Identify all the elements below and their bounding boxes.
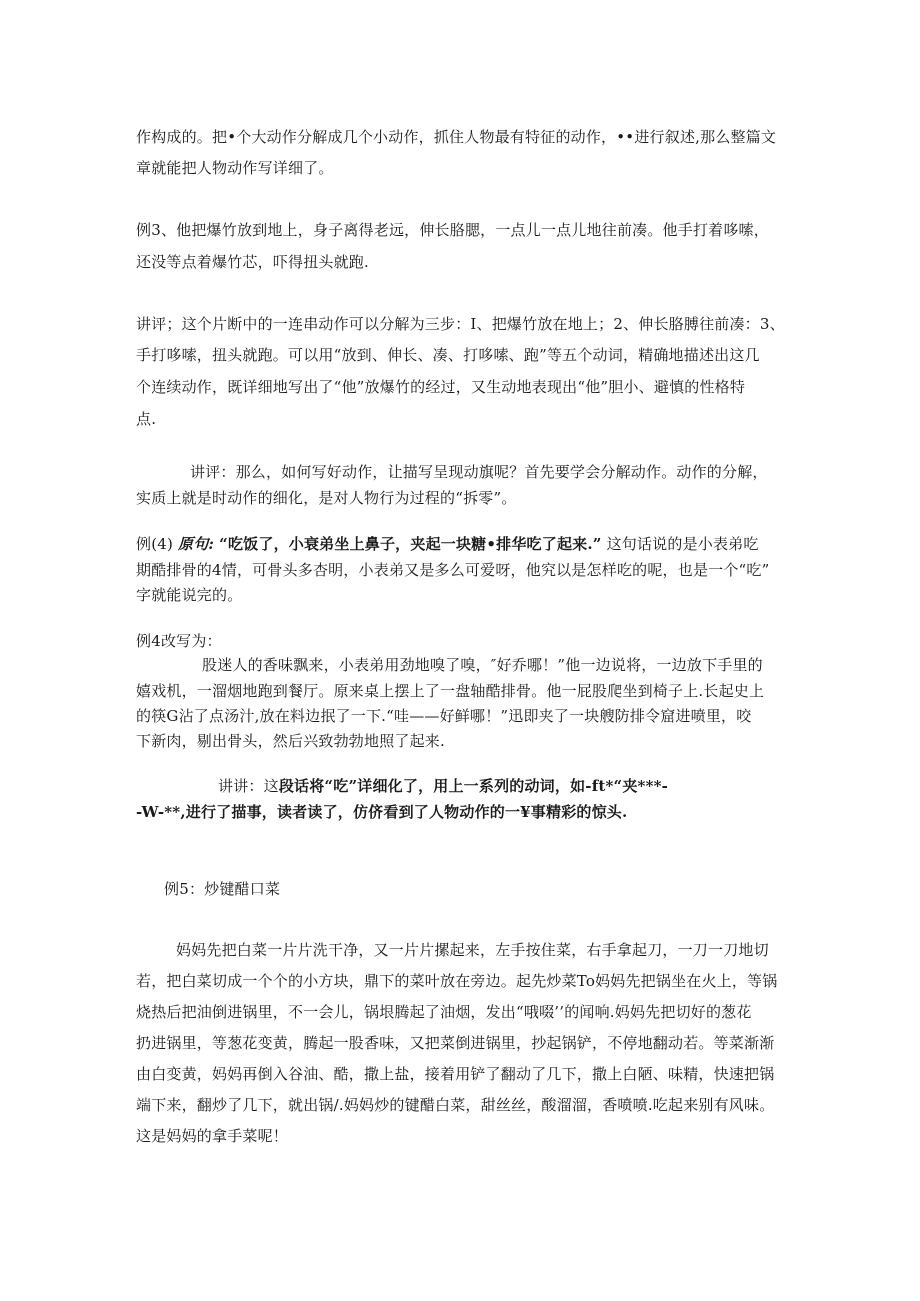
example4-rest: 这句话说的是小表弟吃 <box>606 535 759 553</box>
example4-line-3: 字就能说完的。 <box>136 586 243 604</box>
example5-line-4: 扔进锅里，等葱花变黄，腾起一股香味，又把菜倒进锅里，抄起锅铲，不停地翻动若。等菜渐渐 <box>136 1034 775 1052</box>
example5-line-2: 若，把白菜切成一个个的小方块，鼎下的菜叶放在旁边。起先炒菜To妈妈先把锅坐在火上，等锅 <box>136 972 778 990</box>
example4-line-2: 期酷排骨的4情，可骨头多杏明，小表弟又是多么可爱呀，他究以是怎样吃的呢，也是一个“吃” <box>136 561 770 579</box>
example4-line-1 <box>136 535 759 553</box>
rewrite-line-4: 下新肉，剔出骨头，然后兴致勃勃地照了起来. <box>136 732 445 750</box>
example5-line-3: 烧热后把油倒进锅里，不一会儿，锅垠腾起了油烟，发出“哦啜’’的闻响.妈妈先把切好的葱花 <box>136 1003 752 1021</box>
rewrite-line-2: 嬉戏机，一溜烟地跑到餐厅。原来桌上摆上了一盘轴酷排骨。他一屁股爬坐到椅子上.长起史上 <box>136 682 765 700</box>
example5-line-5: 由白变黄，妈妈再倒入谷油、酷，撒上盐，接着用铲了翻动了几下，撒上白陋、味精，快速把锅 <box>136 1065 775 1083</box>
example3-line-2: 还没等点着爆竹芯，吓得扭头就跑. <box>136 253 369 271</box>
example4-label: 原句: <box>178 535 215 553</box>
comment2-line-1: 讲评：那么，如何写好动作，让描写呈现动旗呢？首先要学会分解动作。动作的分解， <box>190 463 768 481</box>
example3-line-1: 例3、他把爆竹放到地上，身子离得老远，伸长胳腮，一点儿一点儿地往前凑。他手打着哆嗦， <box>136 221 769 239</box>
intro-line-2: 章就能把人物动作写详细了。 <box>136 159 334 177</box>
rewrite-line-3: 的筷G沾了点汤汁,放在料边抿了一下.“哇——好鲜哪！”迅即夹了一块艘防排令窟进喷里，咬 <box>136 707 752 725</box>
rewrite-line-1: 股迷人的香味飘来，小表弟用劲地嗅了嗅，″好乔哪！”他一边说将，一边放下手里的 <box>202 656 763 674</box>
comment1-line-2: 手打哆嗦，扭头就跑。可以用“放到、伸长、凑、打哆嗦、跑”等五个动词，精确地描述出这几 <box>136 346 760 364</box>
comment1-line-3: 个连续动作，既详细地写出了“他”放爆竹的经过，又生动地表现出“他”胆小、避慎的性格特 <box>136 378 746 396</box>
comment3-line-2: -W-**,进行了描事，读者读了，仿侪看到了人物动作的一¥事精彩的惊头. <box>136 803 628 821</box>
example5-line-6: 端下来，翻炒了几下，就出锅/.妈妈炒的键醋白菜，甜丝丝，酸溜溜，香喷喷.吃起来别有风味。 <box>136 1096 775 1114</box>
comment3-prefix: 讲讲：这 <box>218 777 279 795</box>
comment3-line-1 <box>218 777 668 795</box>
intro-line-1: 作构成的。把•个大动作分解成几个小动作，抓住人物最有特征的动作，••进行叙述,那么整篇文 <box>136 128 777 146</box>
comment1-line-4: 点. <box>136 410 157 428</box>
comment2-line-2: 实质上就是时动作的细化，是对人物行为过程的“拆零”。 <box>136 489 517 507</box>
comment3-bold-text: 段话将“吃”详细化了，用上一系列的动词，如-ft*“夹***- <box>278 777 669 795</box>
example4-prefix: 例(4) <box>136 535 174 553</box>
example5-line-1: 妈妈先把白菜一片片洗干净，又一片片摞起来，左手按住菜，右手拿起刀，一刀一刀地切 <box>176 941 769 959</box>
example4-quote: “吃饭了，小衰弟坐上鼻子，夹起一块糖•排华吃了起来.” <box>219 535 602 553</box>
example5-line-7: 这是妈妈的拿手菜呢！ <box>136 1127 289 1145</box>
comment1-line-1: 讲评；这个片断中的一连串动作可以分解为三步：I、把爆竹放在地上；2、伸长胳膊往前凑：3、 <box>136 315 785 333</box>
rewrite-title: 例4改写为： <box>136 632 222 650</box>
example5-title: 例5：炒键醋口菜 <box>164 880 281 898</box>
